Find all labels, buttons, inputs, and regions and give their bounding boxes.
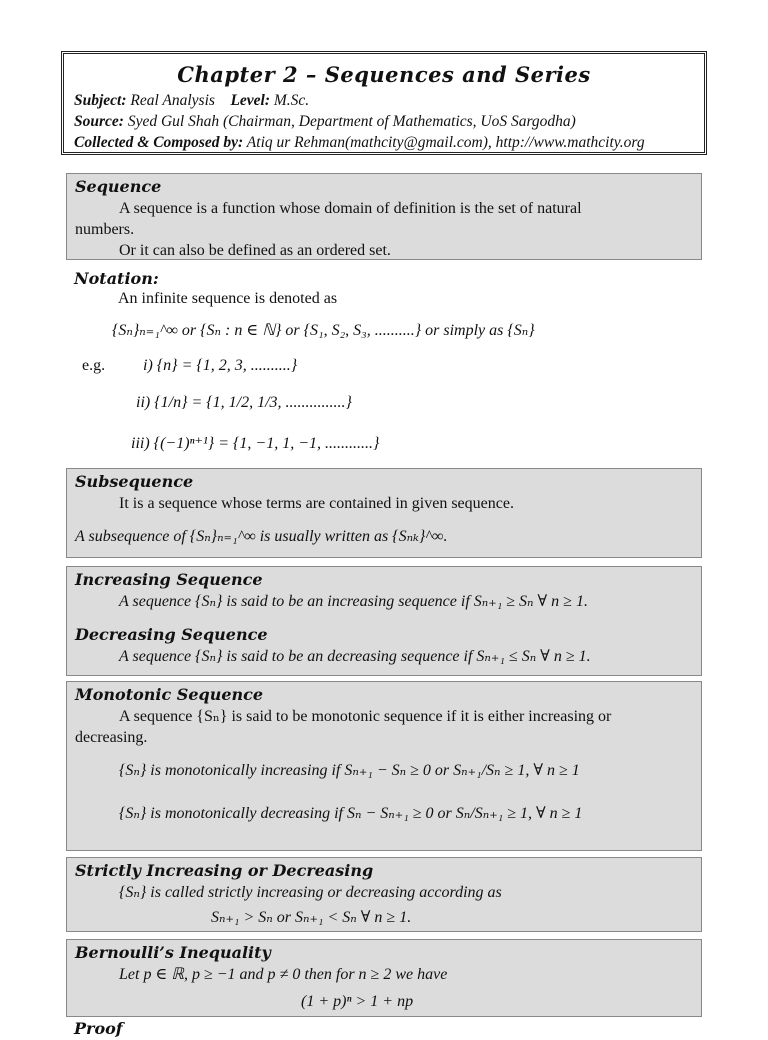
strict-heading: Strictly Increasing or Decreasing	[75, 861, 374, 880]
header-box	[61, 51, 707, 155]
collected-line: Collected & Composed by: Atiq ur Rehman(mathcity@gmail.com), http://www.mathcity.org	[74, 134, 645, 151]
subsequence-line1: It is a sequence whose terms are contained in given sequence.	[119, 495, 514, 512]
decreasing-line: A sequence {Sₙ} is said to be an decreasing sequence if Sₙ₊₁ ≤ Sₙ ∀ n ≥ 1.	[119, 648, 591, 665]
notation-intro: An infinite sequence is denoted as	[118, 290, 338, 307]
subsequence-line2: A subsequence of {Sₙ}ₙ₌₁^∞ is usually written as {Sₙₖ}^∞.	[75, 528, 448, 545]
example-2: ii) {1/n} = {1, 1/2, 1/3, ...............}	[136, 394, 352, 411]
inc-dec-box	[66, 566, 702, 676]
subsequence-heading: Subsequence	[75, 472, 194, 491]
sequence-line1: A sequence is a function whose domain of definition is the set of natural	[119, 200, 582, 217]
source-line: Source: Syed Gul Shah (Chairman, Department of Mathematics, UoS Sargodha)	[74, 113, 576, 130]
monotonic-box	[66, 681, 702, 851]
eg-label: e.g.	[82, 357, 106, 374]
subsequence-box	[66, 468, 702, 558]
example-1: i) {n} = {1, 2, 3, ..........}	[143, 357, 298, 374]
monotonic-decreasing: {Sₙ} is monotonically decreasing if Sₙ − Sₙ₊₁ ≥ 0 or Sₙ/Sₙ₊₁ ≥ 1, ∀ n ≥ 1	[119, 805, 583, 822]
bernoulli-line1: Let p ∈ ℝ, p ≥ −1 and p ≠ 0 then for n ≥ 2 we have	[119, 966, 448, 983]
bernoulli-heading: Bernoulli’s Inequality	[75, 943, 271, 962]
notation-heading: Notation:	[74, 269, 159, 288]
strict-box	[66, 857, 702, 932]
bernoulli-box	[66, 939, 702, 1017]
sequence-line3: Or it can also be defined as an ordered set.	[119, 242, 391, 259]
sequence-box	[66, 173, 702, 260]
increasing-line: A sequence {Sₙ} is said to be an increasing sequence if Sₙ₊₁ ≥ Sₙ ∀ n ≥ 1.	[119, 593, 588, 610]
bernoulli-line2: (1 + p)ⁿ > 1 + np	[301, 993, 414, 1010]
strict-line1: {Sₙ} is called strictly increasing or decreasing according as	[119, 884, 502, 901]
monotonic-increasing: {Sₙ} is monotonically increasing if Sₙ₊₁ − Sₙ ≥ 0 or Sₙ₊₁/Sₙ ≥ 1, ∀ n ≥ 1	[119, 762, 580, 779]
monotonic-line1: A sequence {Sₙ} is said to be monotonic sequence if it is either increasing or	[119, 708, 612, 725]
chapter-title: Chapter 2 – Sequences and Series	[177, 62, 591, 87]
increasing-heading: Increasing Sequence	[75, 570, 263, 589]
monotonic-line2: decreasing.	[75, 729, 148, 746]
monotonic-heading: Monotonic Sequence	[75, 685, 264, 704]
example-3: iii) {(−1)ⁿ⁺¹} = {1, −1, 1, −1, ............}	[131, 435, 380, 452]
proof-heading: Proof	[74, 1019, 123, 1038]
strict-line2: Sₙ₊₁ > Sₙ or Sₙ₊₁ < Sₙ ∀ n ≥ 1.	[211, 909, 412, 926]
sequence-heading: Sequence	[75, 177, 162, 196]
decreasing-heading: Decreasing Sequence	[75, 625, 268, 644]
subject-line: Subject: Real Analysis Level: M.Sc.	[74, 92, 310, 109]
sequence-line2: numbers.	[75, 221, 135, 238]
notation-forms: {Sₙ}ₙ₌₁^∞ or {Sₙ : n ∈ ℕ} or {S₁, S₂, S₃, ..........} or simply as {Sₙ}	[112, 322, 535, 339]
